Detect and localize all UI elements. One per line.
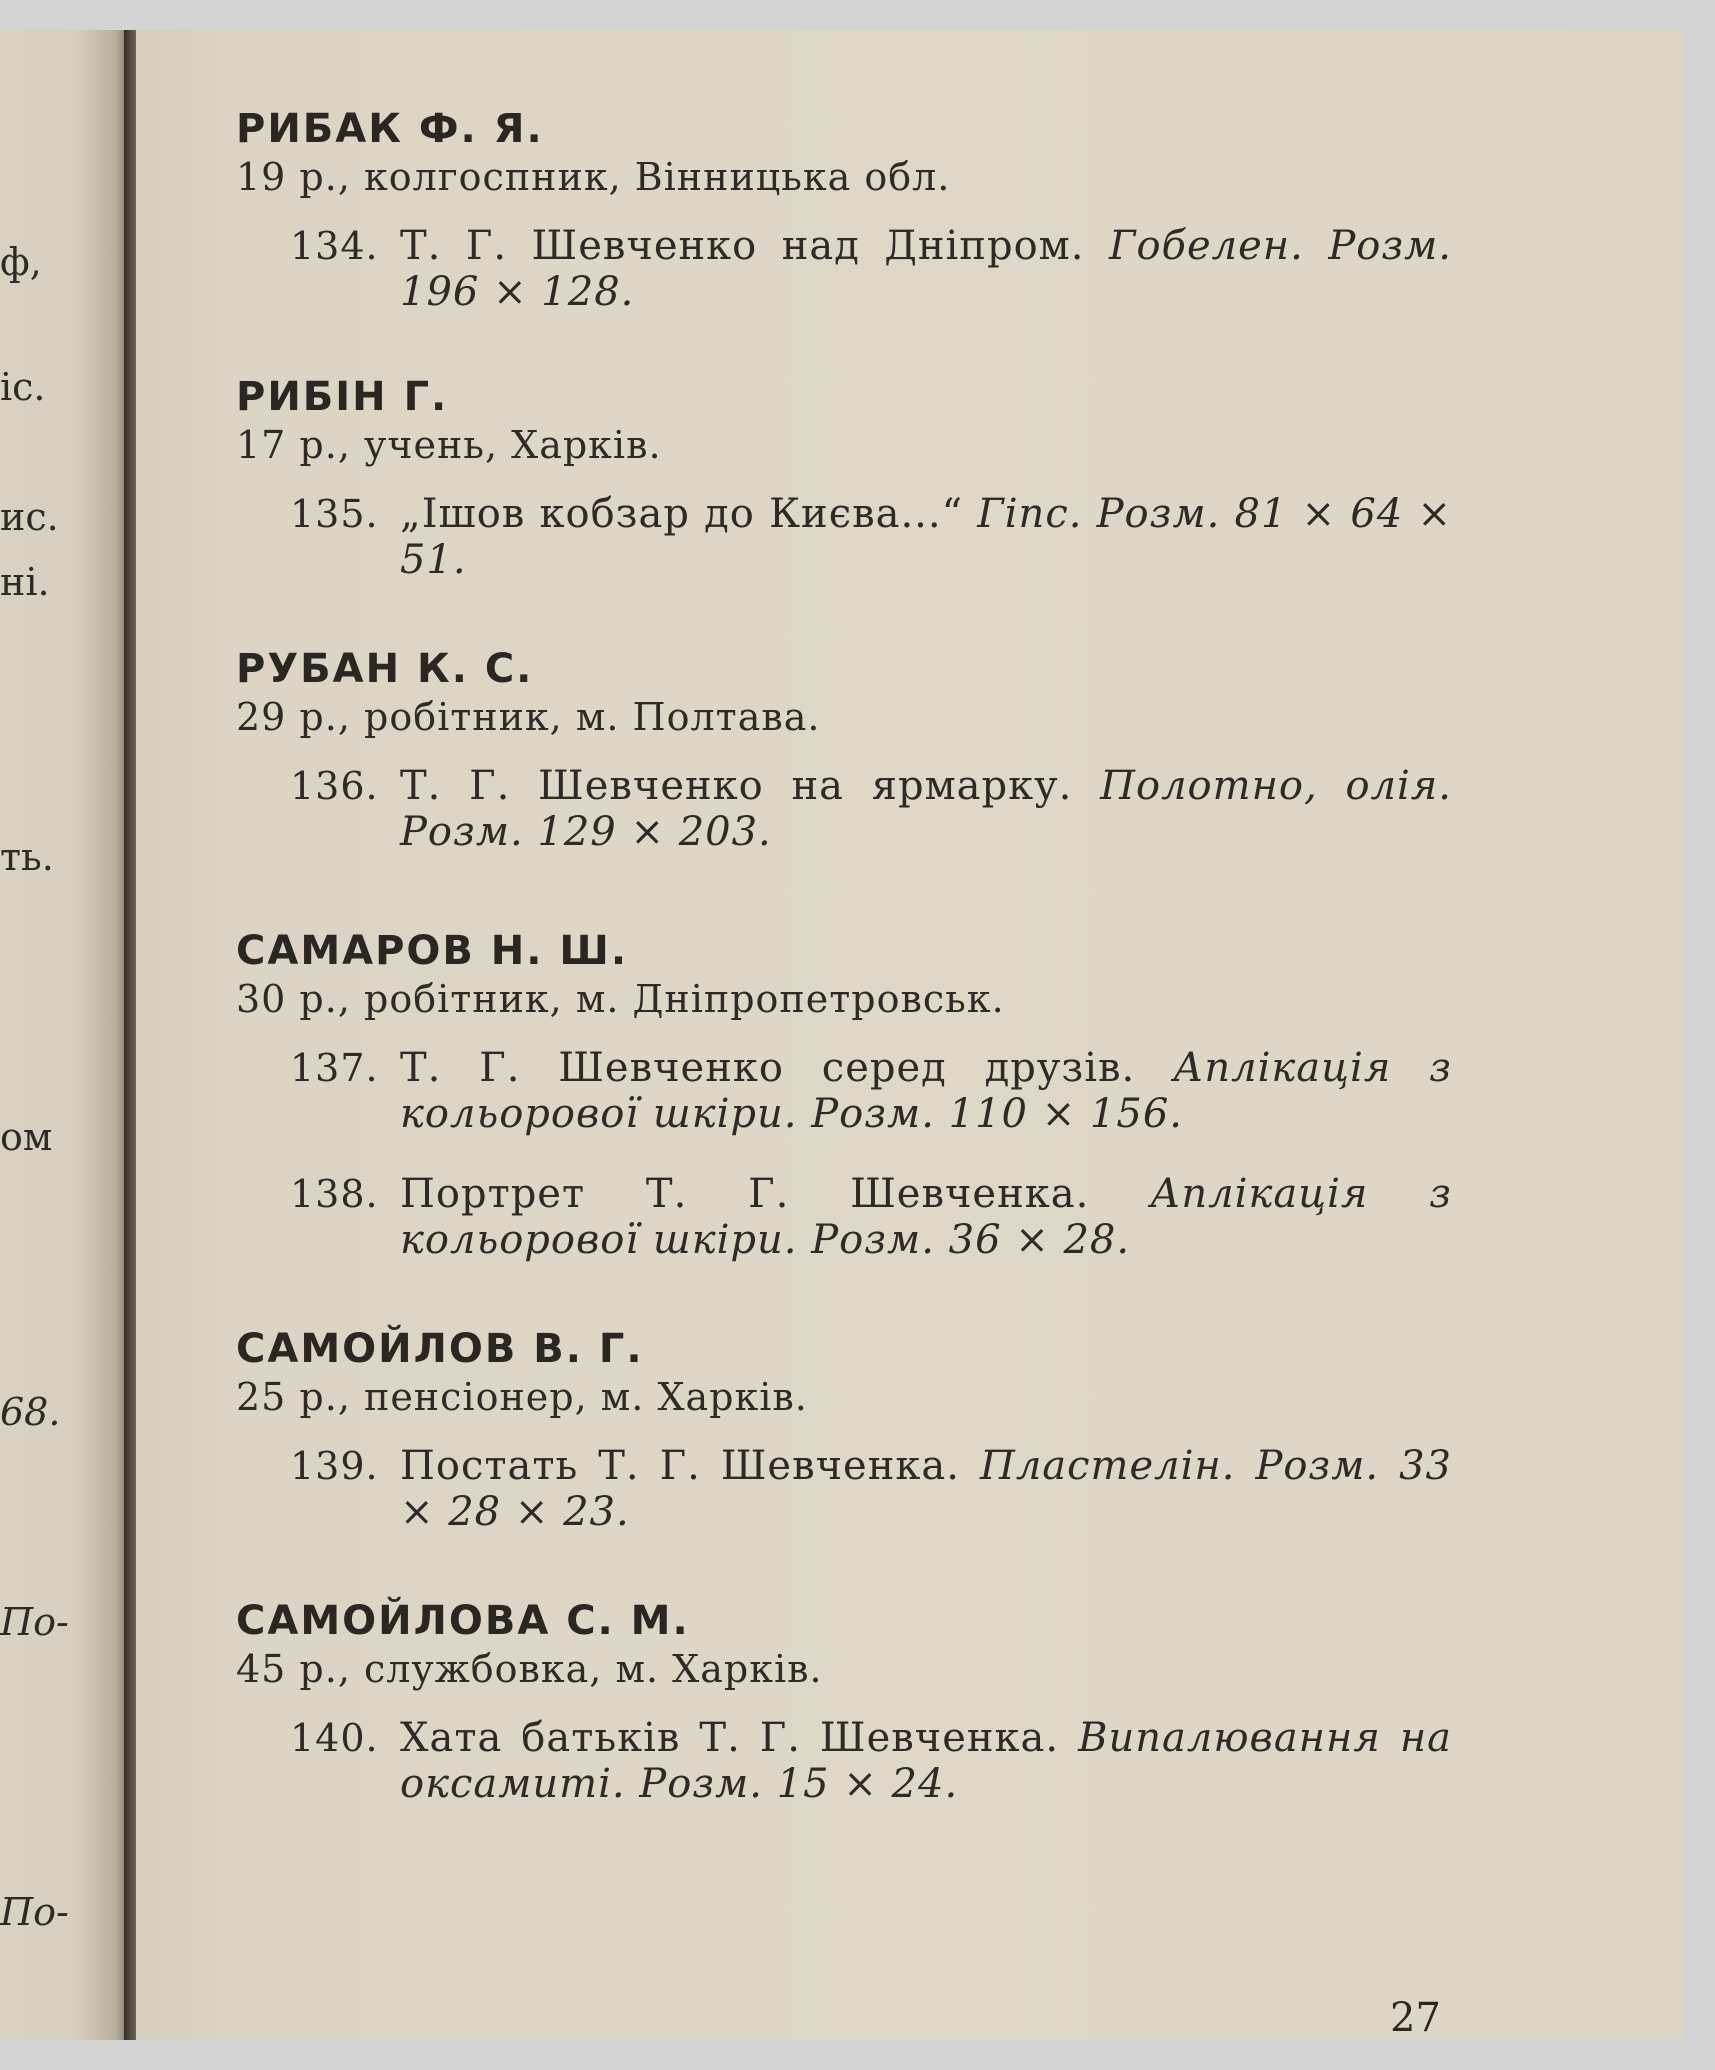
artwork-title: Т. Г. Шевченко на ярмарку. — [400, 763, 1073, 809]
artwork-description: Аплікація з кольорової шкіри. Розм. 36 × 28. — [400, 1171, 1452, 1263]
book-spine-shadow — [124, 30, 136, 2040]
artwork-number: 140. — [290, 1716, 379, 1760]
artist-name: САМОЙЛОВ В. Г. — [236, 1326, 644, 1372]
left-page-fragment: ис. — [0, 495, 59, 539]
artwork-item — [236, 763, 1452, 855]
artist-info: 29 р., робітник, м. Полтава. — [236, 695, 821, 739]
artwork-item — [236, 223, 1452, 315]
artwork-number: 139. — [290, 1444, 379, 1488]
artwork-title: Хата батьків Т. Г. Шевченка. — [400, 1715, 1060, 1761]
artist-name: САМАРОВ Н. Ш. — [236, 928, 629, 974]
artist-info: 30 р., робітник, м. Дніпропетровськ. — [236, 977, 1005, 1021]
artwork-item — [236, 1045, 1452, 1137]
artwork-title: Т. Г. Шевченко над Дніпром. — [400, 223, 1085, 269]
artwork-description: Гіпс. Розм. 81 × 64 × 51. — [400, 491, 1452, 583]
catalog-entry — [236, 1325, 1452, 1535]
artwork-number: 138. — [290, 1172, 379, 1216]
artwork-number: 136. — [290, 764, 379, 808]
left-page-fragment: ні. — [0, 560, 50, 604]
catalog-entries — [236, 105, 1452, 1807]
catalog-entry — [236, 645, 1452, 855]
left-page-fragment: іс. — [0, 365, 46, 409]
left-page-fragment: По- — [0, 1890, 69, 1934]
artwork-item — [236, 1171, 1452, 1263]
artwork-number: 135. — [290, 492, 379, 536]
artist-info: 25 р., пенсіонер, м. Харків. — [236, 1375, 808, 1419]
artist-info: 19 р., колгоспник, Вінницька обл. — [236, 155, 951, 199]
artist-name: РИБАК Ф. Я. — [236, 106, 544, 152]
left-page-fragment: 68. — [0, 1390, 61, 1434]
catalog-entry — [236, 1597, 1452, 1807]
artwork-description: Аплікація з кольорової шкіри. Розм. 110 × 156. — [400, 1045, 1452, 1137]
left-page-fragment: По- — [0, 1600, 69, 1644]
artwork-description: Пластелін. Розм. 33 × 28 × 23. — [400, 1443, 1453, 1535]
artwork-title: Постать Т. Г. Шевченка. — [400, 1443, 960, 1489]
artwork-number: 134. — [290, 224, 379, 268]
artwork-item — [236, 1715, 1452, 1807]
left-page-fragment: ф, — [0, 240, 42, 284]
artwork-description: Полотно, олія. Розм. 129 × 203. — [400, 763, 1452, 855]
left-page-fragment: ом — [0, 1115, 53, 1159]
page-number: 27 — [1390, 1995, 1441, 2041]
artist-info: 45 р., службовка, м. Харків. — [236, 1647, 823, 1691]
catalog-entry — [236, 927, 1452, 1263]
artist-name: РИБІН Г. — [236, 374, 449, 420]
artist-name: РУБАН К. С. — [236, 646, 534, 692]
artwork-title: Портрет Т. Г. Шевченка. — [400, 1171, 1090, 1217]
artist-name: САМОЙЛОВА С. М. — [236, 1598, 690, 1644]
artwork-description: Гобелен. Розм. 196 × 128. — [400, 223, 1453, 315]
artwork-title: „Ішов кобзар до Києва...“ — [400, 491, 964, 537]
artwork-title: Т. Г. Шевченко серед друзів. — [400, 1045, 1136, 1091]
catalog-entry — [236, 373, 1452, 583]
catalog-entry — [236, 105, 1452, 315]
left-page-edge — [0, 30, 126, 2040]
left-page-fragment: ть. — [0, 835, 54, 879]
artwork-item — [236, 491, 1452, 583]
artwork-item — [236, 1443, 1452, 1535]
artist-info: 17 р., учень, Харків. — [236, 423, 662, 467]
artwork-description: Випалювання на оксамиті. Розм. 15 × 24. — [400, 1715, 1453, 1807]
artwork-number: 137. — [290, 1046, 379, 1090]
